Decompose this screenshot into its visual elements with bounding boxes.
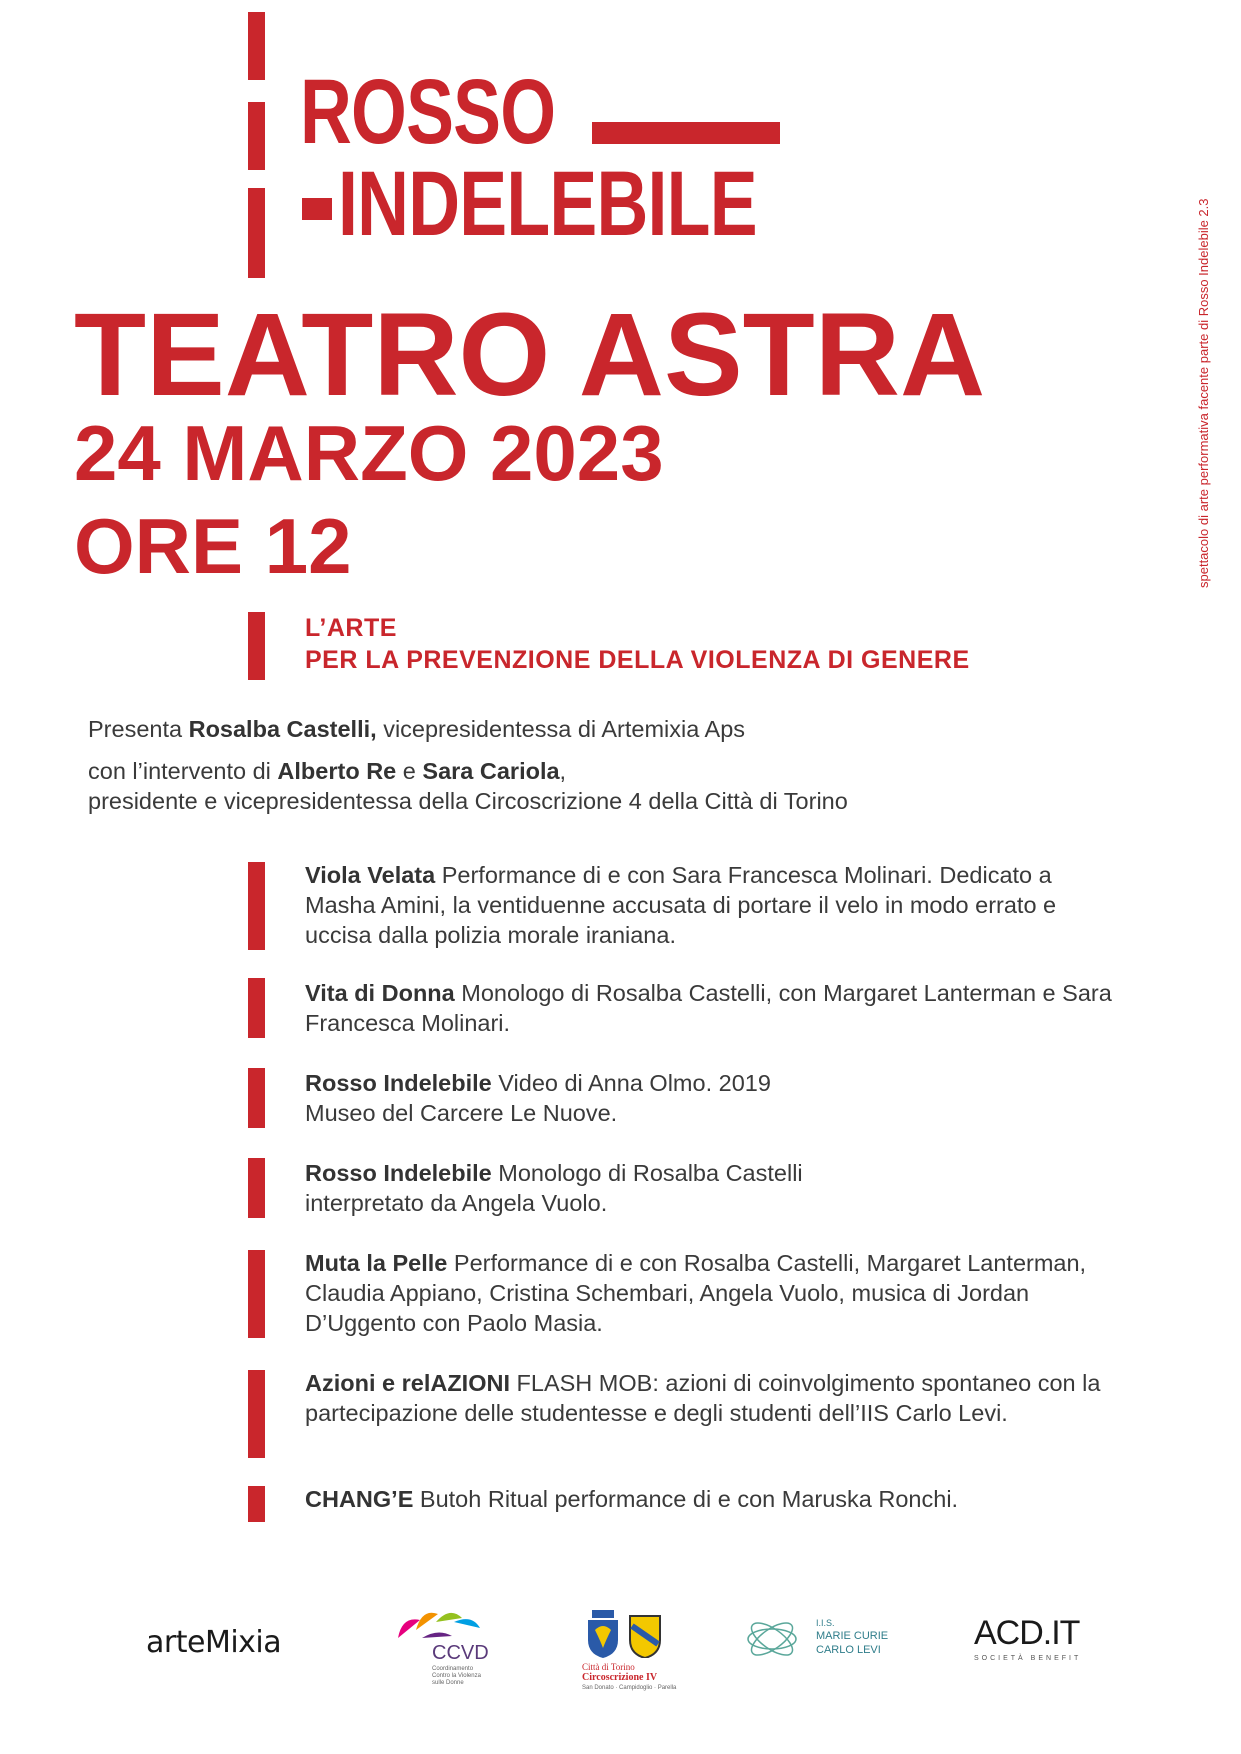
ccvd-petals-icon: [392, 1608, 484, 1644]
program-item: [305, 1158, 925, 1218]
subtitle-line-2: PER LA PREVENZIONE DELLA VIOLENZA DI GENERE: [305, 646, 970, 674]
program-bar-3: [248, 1068, 265, 1128]
torino-sub-label: San Donato · Campidoglio · Parella: [582, 1685, 677, 1691]
acd-sublabel: SOCIETÀ BENEFIT: [974, 1655, 1082, 1662]
logo-line-1: ROSSO: [300, 61, 556, 163]
event-time: ORE 12: [74, 502, 352, 590]
guest-name-1: Alberto Re: [277, 758, 397, 784]
program-title: Rosso Indelebile: [305, 1070, 492, 1096]
program-text: Monologo di Rosalba Castelli interpretato da Angela Vuolo.: [305, 1160, 803, 1216]
program-bar-2: [248, 978, 265, 1038]
program-item: [305, 1248, 1125, 1338]
logo-line-2: INDELEBILE: [338, 153, 757, 255]
torino-circ-label: Circoscrizione IV: [582, 1672, 658, 1683]
program-text: Butoh Ritual performance di e con Maruska Ronchi.: [413, 1486, 959, 1512]
program-title: Rosso Indelebile: [305, 1160, 492, 1186]
program-bar-5: [248, 1250, 265, 1338]
program-bar-6: [248, 1370, 265, 1458]
presenter-name: Rosalba Castelli,: [188, 716, 377, 742]
program-title: CHANG’E: [305, 1486, 414, 1512]
iis-line-1: I.I.S.: [816, 1618, 835, 1628]
acd-logo: [974, 1614, 1094, 1662]
program-item: [305, 1368, 1125, 1428]
side-caption: spettacolo di arte performativa facente parte di Rosso Indelebile 2.3: [1196, 198, 1211, 588]
program-title: Azioni e relAZIONI: [305, 1370, 510, 1396]
deco-bar-1: [248, 12, 265, 80]
logo-dash-left: [302, 198, 332, 220]
acd-label: ACD.IT: [974, 1614, 1080, 1652]
intro-text: vicepresidentessa di Artemixia Aps: [376, 716, 746, 742]
intro-text: Presenta: [88, 716, 189, 742]
guest-name-2: Sara Cariola: [422, 758, 560, 784]
subtitle-bar: [248, 612, 265, 680]
artemixia-label: arteMixia: [146, 1625, 282, 1660]
iis-line-2: MARIE CURIE: [816, 1630, 889, 1642]
ccvd-sublabel: Coordinamento Contro la Violenza sulle Donne: [432, 1666, 481, 1686]
ccvd-logo: [392, 1608, 502, 1686]
iis-logo: [744, 1612, 894, 1671]
subtitle: [305, 612, 970, 676]
program-bar-4: [248, 1158, 265, 1218]
program-item: [305, 860, 1125, 950]
torino-city-label: Città di Torino: [582, 1662, 635, 1672]
program-text: Monologo di Rosalba Castelli, con Margaret Lanterman e Sara Francesca Molinari.: [305, 980, 1112, 1036]
intro-roles: presidente e vicepresidentessa della Circoscrizione 4 della Città di Torino: [88, 788, 848, 814]
circoscrizione-shield-icon: [628, 1614, 662, 1658]
event-date: 24 MARZO 2023: [74, 409, 664, 497]
iis-line-3: CARLO LEVI: [816, 1644, 881, 1656]
intro-presenter: [88, 714, 745, 745]
program-text: Performance di e con Rosalba Castelli, Margaret Lanterman, Claudia Appiano, Cristina Schembari, Angela Vuolo, musica di Jordan D’Uggento con Paolo Masia.: [305, 1250, 1087, 1336]
program-item: [305, 1068, 825, 1128]
subtitle-line-1: L’ARTE: [305, 614, 397, 642]
program-title: Viola Velata: [305, 862, 436, 888]
program-title: Vita di Donna: [305, 980, 455, 1006]
intro-guests: [88, 756, 566, 787]
program-text: Video di Anna Olmo. 2019 Museo del Carcere Le Nuove.: [305, 1070, 771, 1126]
program-text: FLASH MOB: azioni di coinvolgimento spontaneo con la partecipazione delle studentesse e degli studenti dell’IIS Carlo Levi.: [305, 1370, 1101, 1426]
program-text: Performance di e con Sara Francesca Molinari. Dedicato a Masha Amini, la ventiduenne accusata di portare il velo in modo errato e uccisa dalla polizia morale iraniana.: [305, 862, 1057, 948]
program-item: [305, 978, 1125, 1038]
intro-text: e: [396, 758, 423, 784]
logo-dash-right: [592, 122, 780, 144]
intro-text: ,: [559, 758, 567, 784]
program-title: Muta la Pelle: [305, 1250, 448, 1276]
ccvd-label: CCVD: [432, 1642, 489, 1664]
iis-orbit-icon: [744, 1612, 800, 1666]
deco-bar-2: [248, 102, 265, 170]
program-item: [305, 1484, 1125, 1514]
artemixia-logo: [146, 1625, 281, 1660]
deco-bar-3: [248, 188, 265, 278]
torino-shield-icon: [586, 1610, 620, 1658]
program-bar-7: [248, 1486, 265, 1522]
program-bar-1: [248, 862, 265, 950]
intro-text: con l’intervento di: [88, 758, 278, 784]
venue-title: TEATRO ASTRA: [74, 289, 986, 421]
